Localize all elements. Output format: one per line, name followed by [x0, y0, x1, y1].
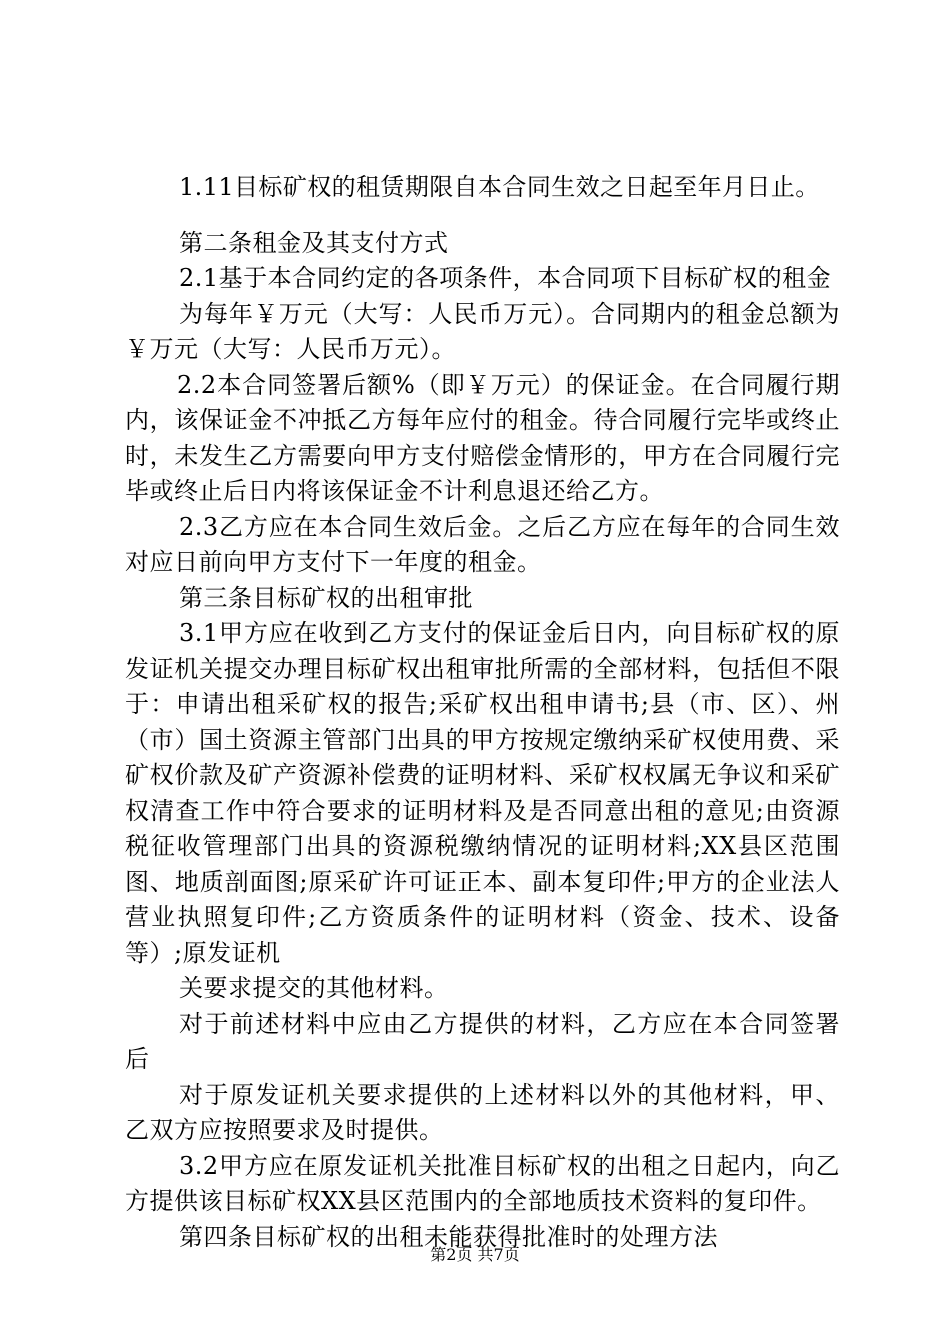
paragraph-2-3-payment: 2.3乙方应在本合同生效后金。之后乙方应在每年的合同生效对应日前向甲方支付下一年度的租金。: [125, 512, 840, 576]
page-number-footer: 第2页 共7页: [430, 1245, 520, 1264]
paragraph-party-b-materials: 对于前述材料中应由乙方提供的材料，乙方应在本合同签署后: [125, 1009, 840, 1073]
paragraph-3-2-geology-data: 3.2甲方应在原发证机关批准目标矿权的出租之日起内，向乙方提供该目标矿权XX县区范围内的全部地质技术资料的复印件。: [125, 1151, 840, 1215]
paragraph-additional-materials: 对于原发证机关要求提供的上述材料以外的其他材料，甲、乙双方应按照要求及时提供。: [125, 1080, 840, 1144]
section-3-heading: 第三条目标矿权的出租审批: [179, 583, 473, 612]
paragraph-other-materials: 关要求提交的其他材料。: [179, 974, 449, 1002]
paragraph-1-11-lease-term: 1.11目标矿权的租赁期限自本合同生效之日起至年月日止。: [179, 173, 820, 201]
section-2-heading: 第二条租金及其支付方式: [179, 228, 449, 257]
paragraph-2-1-rent: 2.1基于本合同约定的各项条件，本合同项下目标矿权的租金: [179, 264, 832, 292]
document-body: [125, 170, 840, 1255]
section-4-heading: 第四条目标矿权的出租未能获得批准时的处理方法: [179, 1222, 718, 1251]
paragraph-rent-amount: 为每年￥万元（大写：人民币万元）。合同期内的租金总额为￥万元（大写：人民币万元）。: [125, 299, 840, 363]
paragraph-3-1-materials: 3.1甲方应在收到乙方支付的保证金后日内，向目标矿权的原发证机关提交办理目标矿权出租审批所需的全部材料，包括但不限于：申请出租采矿权的报告;采矿权出租申请书;县（市、区）、州（市）国土资源主管部门出具的甲方按规定缴纳采矿权使用费、采矿权价款及矿产资源补偿费的证明材料、采矿权权属无争议和采矿权清查工作中符合要求的证明材料及是否同意出租的意见;由资源税征收管理部门出具的资源税缴纳情况的证明材料;XX县区范围图、地质剖面图;原采矿许可证正本、副本复印件;甲方的企业法人营业执照复印件;乙方资质条件的证明材料（资金、技术、设备等）;原发证机: [125, 619, 840, 967]
paragraph-2-2-deposit: 2.2本合同签署后额%（即￥万元）的保证金。在合同履行期内，该保证金不冲抵乙方每年应付的租金。待合同履行完毕或终止时，未发生乙方需要向甲方支付赔偿金情形的，甲方在合同履行完毕或终止后日内将该保证金不计利息退还给乙方。: [125, 370, 840, 505]
